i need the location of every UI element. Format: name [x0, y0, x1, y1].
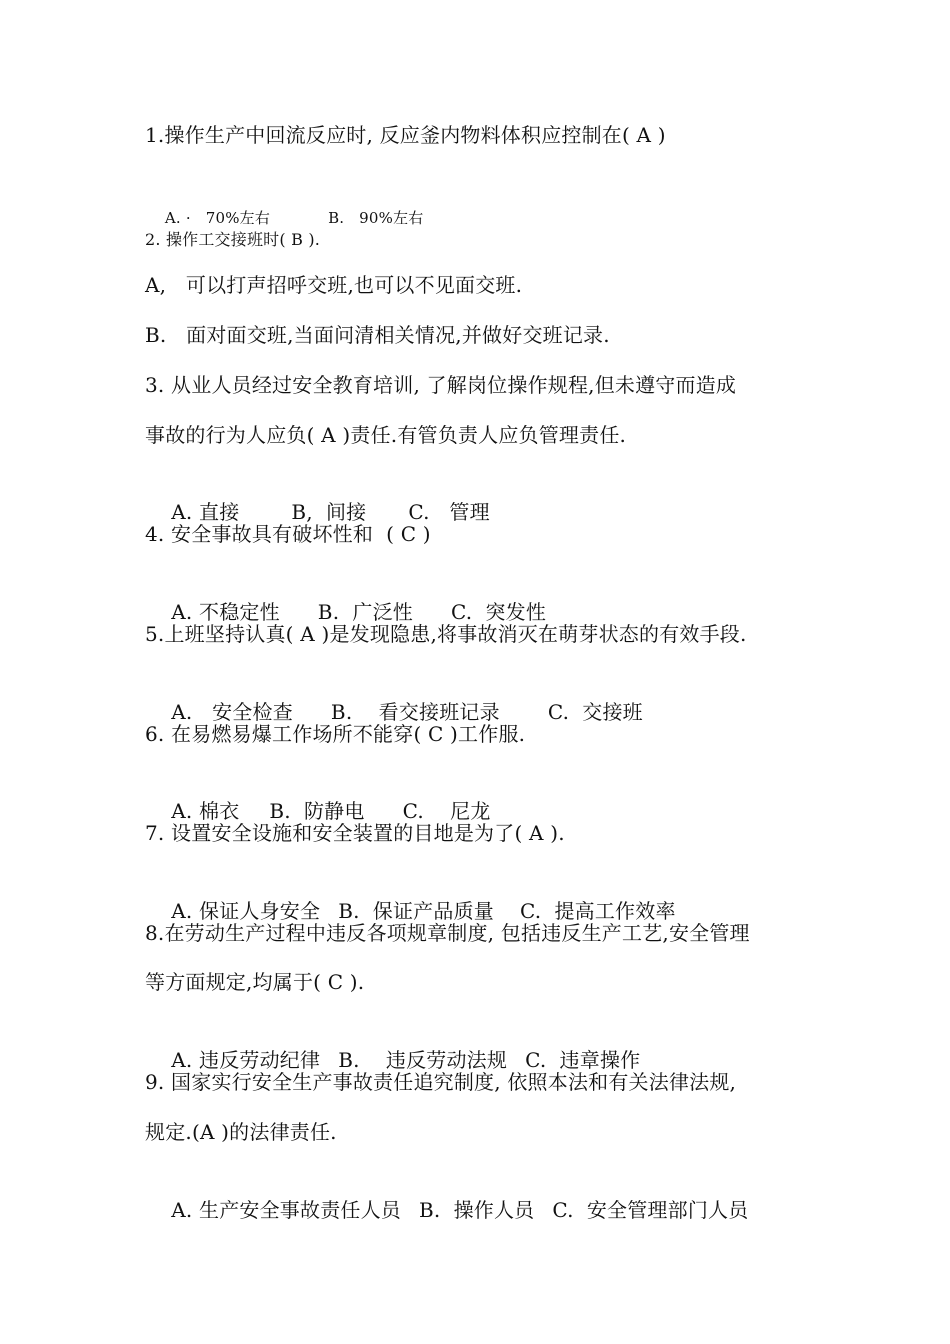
question-2-option-b: B. 面对面交班,当面问清相关情况,并做好交班记录.	[145, 323, 610, 347]
question-3-option-b: B, 间接	[291, 500, 367, 524]
question-3-stem-line1: 3. 从业人员经过安全教育培训, 了解岗位操作规程,但未遵守而造成	[145, 373, 737, 397]
question-9-option-a: A. 生产安全事故责任人员	[171, 1198, 401, 1222]
question-7-option-a: A. 保证人身安全	[171, 899, 321, 923]
question-3-option-a: A. 直接	[171, 500, 240, 524]
question-1-option-a: A. · 70%左右	[164, 209, 271, 227]
question-6-option-a: A. 棉衣	[171, 799, 240, 823]
question-1-option-b: B. 90%左右	[328, 209, 424, 227]
question-2-option-a: A, 可以打声招呼交班,也可以不见面交班.	[145, 273, 523, 297]
question-7-stem: 7. 设置安全设施和安全装置的目地是为了( A ).	[145, 821, 565, 845]
question-5-option-b: B. 看交接班记录	[330, 700, 500, 724]
question-9-options	[145, 1168, 748, 1252]
question-7-option-b: B. 保证产品质量	[338, 899, 494, 923]
question-9-stem-line2: 规定.(A )的法律责任.	[145, 1120, 337, 1144]
question-8-option-b: B. 违反劳动法规	[338, 1048, 508, 1072]
question-5-option-a: A. 安全检查	[171, 700, 293, 724]
question-8-stem-line2: 等方面规定,均属于( C ).	[145, 970, 365, 994]
question-3-option-c: C. 管理	[408, 500, 490, 524]
question-6-option-b: B. 防静电	[269, 799, 365, 823]
question-4-option-c: C. 突发性	[450, 600, 547, 624]
question-8-stem-line1: 8.在劳动生产过程中违反各项规章制度, 包括违反生产工艺,安全管理	[145, 921, 750, 945]
question-5-option-c: C. 交接班	[547, 700, 643, 724]
question-2-stem: 2. 操作工交接班时( B ).	[145, 230, 321, 249]
question-4-stem: 4. 安全事故具有破坏性和 ( C )	[145, 522, 431, 546]
question-3-stem-line2: 事故的行为人应负( A )责任.有管负责人应负管理责任.	[145, 423, 627, 447]
question-6-stem: 6. 在易燃易爆工作场所不能穿( C )工作服.	[145, 722, 526, 746]
question-9-option-c: C. 安全管理部门人员	[552, 1198, 749, 1222]
question-5-stem: 5.上班坚持认真( A )是发现隐患,将事故消灭在萌芽状态的有效手段.	[145, 622, 747, 646]
question-7-option-c: C. 提高工作效率	[519, 899, 676, 923]
question-4-option-b: B. 广泛性	[317, 600, 413, 624]
question-9-stem-line1: 9. 国家实行安全生产事故责任追究制度, 依照本法和有关法律法规,	[145, 1070, 737, 1094]
question-4-option-a: A. 不稳定性	[171, 600, 280, 624]
question-8-option-a: A. 违反劳动纪律	[171, 1048, 321, 1072]
question-9-option-b: B. 操作人员	[419, 1198, 535, 1222]
question-1-stem: 1.操作生产中回流反应时, 反应釜内物料体积应控制在( A )	[145, 123, 666, 147]
question-6-option-c: C. 尼龙	[402, 799, 491, 823]
question-8-option-c: C. 违章操作	[525, 1048, 641, 1072]
